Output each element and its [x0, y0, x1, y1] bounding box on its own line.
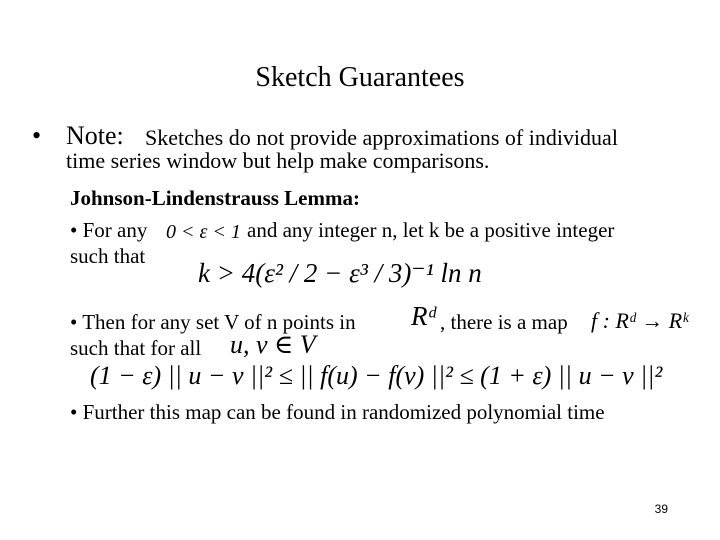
text-such-that-for-all: such that for all	[70, 336, 202, 360]
k-bound-formula: k > 4(ε² / 2 − ε³ / 3)⁻¹ ln n	[198, 258, 482, 288]
note-text: Sketches do not provide approximations of individual	[145, 125, 618, 150]
text-there-is-a-map: , there is a map	[440, 310, 568, 334]
epsilon-range-formula: 0 < ε < 1	[166, 221, 241, 243]
distance-preservation-formula: (1 − ε) || u − v ||² ≤ || f(u) − f(v) ||² ≤ (1 + ε) || u − v ||²	[90, 361, 663, 390]
text-such-that: such that	[70, 244, 146, 268]
text-then-for-any: • Then for any set V of n points in	[70, 310, 356, 334]
lemma-line-any-epsilon	[70, 218, 147, 243]
map-formula: f : Rᵈ → Rᵏ	[591, 308, 689, 333]
lemma-heading: Johnson-Lindenstrauss Lemma:	[70, 186, 360, 210]
note-text-continued: time series window but help make comparisons.	[66, 148, 490, 173]
text-randomized-polynomial: • Further this map can be found in randomized polynomial time	[70, 400, 605, 424]
page-number: 39	[654, 502, 668, 516]
note-label: Note:	[66, 121, 124, 150]
text-for-any: • For any	[70, 218, 148, 242]
slide-title: Sketch Guarantees	[255, 62, 465, 93]
pair-formula: u, v ∈ V	[230, 330, 316, 359]
space-formula: Rᵈ	[411, 301, 436, 331]
text-any-integer: and any integer n, let k be a positive integer	[247, 218, 615, 242]
bullet-marker: •	[32, 121, 42, 150]
